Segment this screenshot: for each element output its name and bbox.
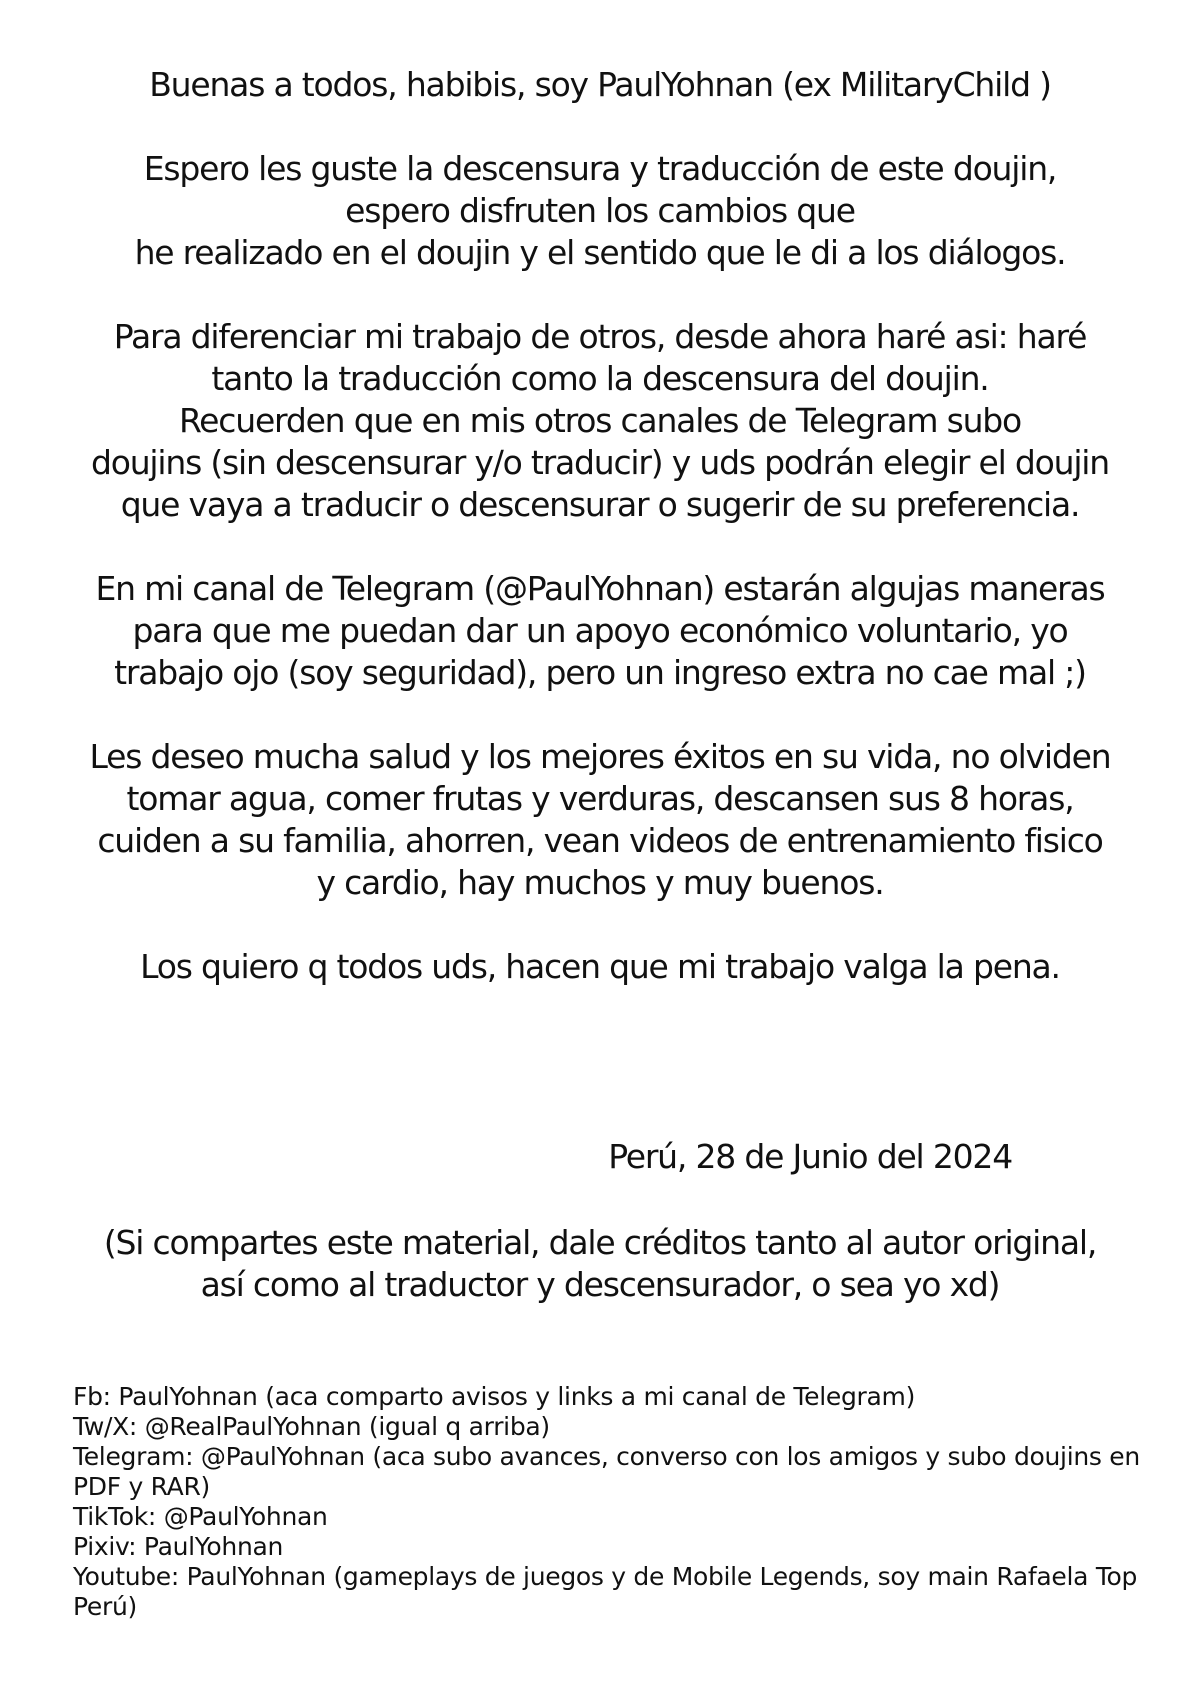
social-youtube: Youtube: PaulYohnan (gameplays de juegos y de Mobile Legends, soy main Rafaela Top Perú) [73,1562,1138,1621]
text-line: para que me puedan dar un apoyo económico voluntario, yo [132,611,1068,650]
credits-line: (Si compartes este material, dale créditos tanto al autor original, [103,1223,1097,1262]
text-line: y cardio, hay muchos y muy buenos. [316,863,884,902]
credits-note [40,1222,1160,1306]
work-paragraph [40,316,1160,526]
social-links [73,1382,1163,1622]
text-line: espero disfruten los cambios que [345,191,855,230]
date-line [0,1137,1200,1176]
social-pixiv: Pixiv: PaulYohnan [73,1532,284,1561]
main-message [40,64,1160,1030]
text-line: doujins (sin descensurar y/o traducir) y uds podrán elegir el doujin [90,443,1109,482]
social-tiktok: TikTok: @PaulYohnan [73,1502,328,1531]
date-text: Perú, 28 de Junio del 2024 [608,1137,1012,1176]
support-paragraph [40,568,1160,694]
text-line: En mi canal de Telegram (@PaulYohnan) estarán algujas maneras [95,569,1105,608]
text-line: Para diferenciar mi trabajo de otros, desde ahora haré asi: haré [113,317,1087,356]
greeting-line: Buenas a todos, habibis, soy PaulYohnan (ex MilitaryChild ) [149,65,1051,104]
social-telegram: Telegram: @PaulYohnan (aca subo avances, converso con los amigos y subo doujins en PDF y RAR) [73,1442,1140,1501]
intro-paragraph [40,148,1160,274]
text-line: tomar agua, comer frutas y verduras, descansen sus 8 horas, [126,779,1074,818]
text-line: cuiden a su familia, ahorren, vean videos de entrenamiento fisico [97,821,1103,860]
text-line: que vaya a traducir o descensurar o sugerir de su preferencia. [120,485,1080,524]
wishes-paragraph [40,736,1160,904]
greeting-paragraph [40,64,1160,106]
text-line: tanto la traducción como la descensura del doujin. [211,359,989,398]
text-line: he realizado en el doujin y el sentido que le di a los diálogos. [134,233,1066,272]
text-line: Los quiero q todos uds, hacen que mi trabajo valga la pena. [140,947,1060,986]
text-line: trabajo ojo (soy seguridad), pero un ingreso extra no cae mal ;) [114,653,1086,692]
social-twitter: Tw/X: @RealPaulYohnan (igual q arriba) [73,1412,550,1441]
social-facebook: Fb: PaulYohnan (aca comparto avisos y links a mi canal de Telegram) [73,1382,916,1411]
text-line: Recuerden que en mis otros canales de Telegram subo [178,401,1022,440]
text-line: Les deseo mucha salud y los mejores éxitos en su vida, no olviden [89,737,1111,776]
closing-paragraph [40,946,1160,988]
credits-line: así como al traductor y descensurador, o sea yo xd) [200,1265,1000,1304]
text-line: Espero les guste la descensura y traducción de este doujin, [143,149,1057,188]
